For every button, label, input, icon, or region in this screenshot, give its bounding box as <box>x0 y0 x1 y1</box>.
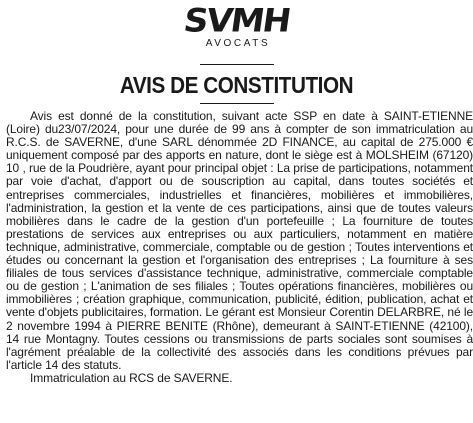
title-divider-bottom <box>200 103 274 104</box>
notice-paragraph: Avis est donné de la constitution, suivant acte SSP en date à SAINT-ETIENNE (Loire) du23/07/2024, pour une durée de 99 ans à compter de son immatriculation au R.C.S. de SAVERNE, d'une SARL dénommée 2D FINANCE, au capital de 275.000 € uniquement composé par des apports en nature, dont le siège est à MOLSHEIM (67120) 10 , rue de la Poudrière, ayant pour principal objet : La prise de participations, notamment par voie d'achat, d'apport ou de souscription au capital, dans toutes sociétés et entreprises commerciales, industrielles et financières, mobilières et immobilières, l'administration, la gestion et la vente de ces participations, ainsi que de toutes valeurs mobilières dans le cadre de la gestion d'un portefeuille ; La fourniture de toutes prestations de services aux entreprises ou aux particuliers, notamment en matière technique, administrative, commerciale, comptable ou de gestion ; Toutes interventions et études ou concernant la gestion et l'organisation des entreprises ; La fourniture à ses filiales de tous services d'assistance technique, administrative, commerciale comptable ou de gestion ; L'animation de ses filiales ; Toutes opérations financières, mobilières ou immobilières ; création graphique, communication, publicité, édition, publication, achat et vente d'objets publicitaires, formation. Le gérant est Monsieur Corentin DELARBRE, né le 2 novembre 1994 à PIERRE BENITE (Rhône), demeurant à SAINT-ETIENNE (42100), 14 rue Montagny. Toutes cessions ou transmissions de parts sociales sont soumises à l'agrément préalable de la collectivité des associés dans les conditions prévues par l'article 14 des statuts. <box>6 109 473 372</box>
logo-mark: SVMH <box>181 2 292 41</box>
firm-logo <box>0 4 473 49</box>
notice-title: AVIS DE CONSTITUTION <box>119 72 354 98</box>
title-divider-top <box>200 64 274 65</box>
notice-body <box>6 110 473 385</box>
notice-closing: Immatriculation au RCS de SAVERNE. <box>30 370 233 385</box>
logo-subtitle: AVOCATS <box>205 38 271 49</box>
